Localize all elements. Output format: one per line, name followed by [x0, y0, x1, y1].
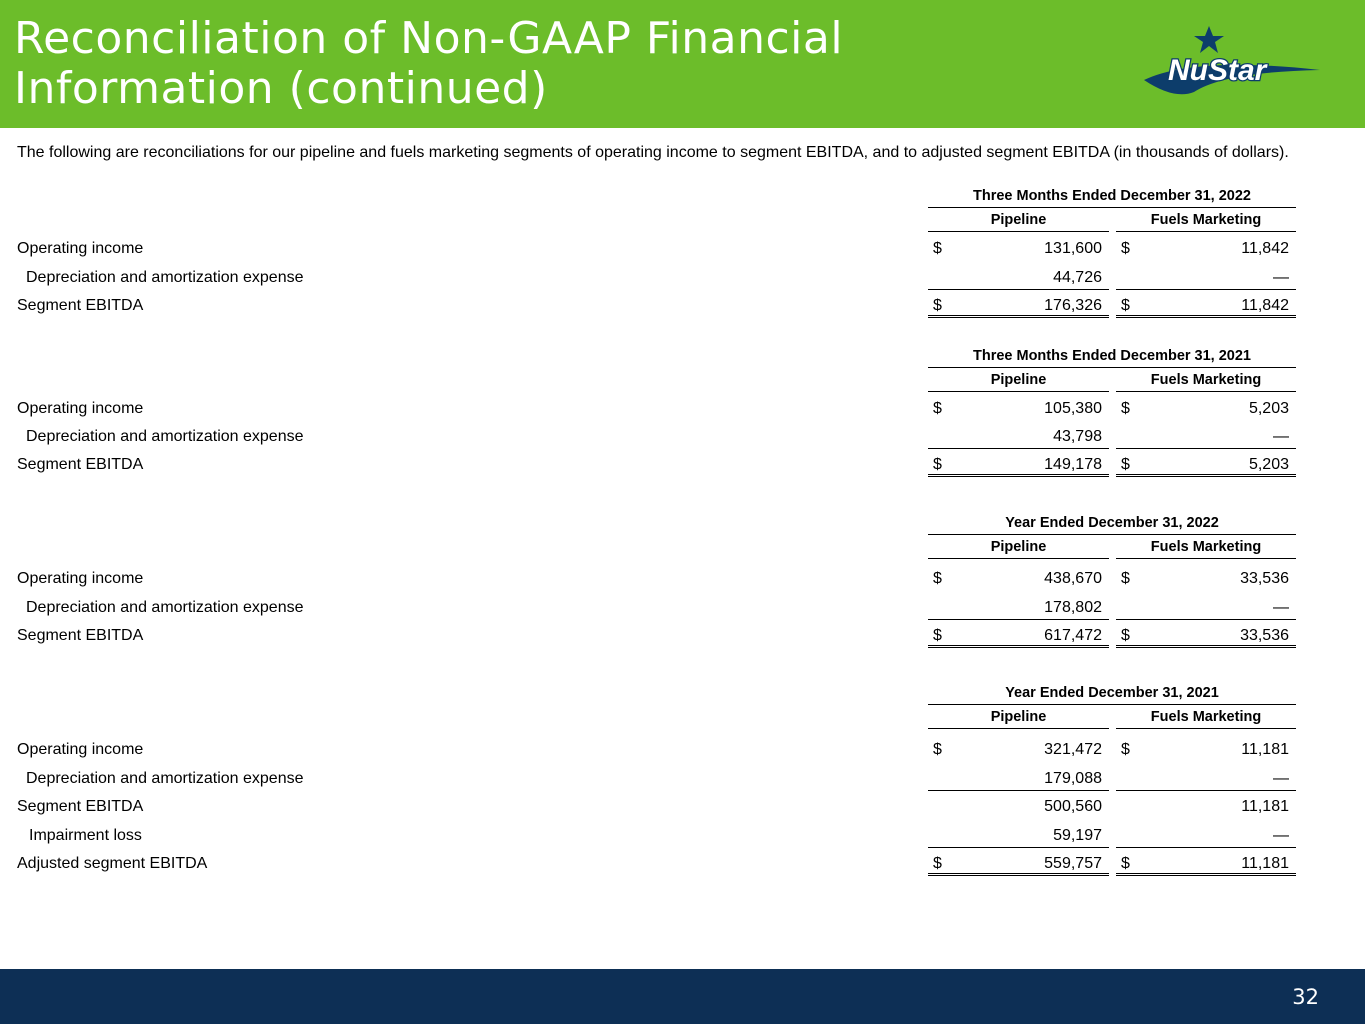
fuels-marketing-cell	[1116, 425, 1296, 449]
column-header-fuels-marketing: Fuels Marketing	[1116, 372, 1296, 392]
currency-symbol: $	[1121, 240, 1130, 257]
period-header: Three Months Ended December 31, 2022	[928, 188, 1296, 208]
cell-value: 33,536	[1240, 627, 1289, 644]
intro-text: The following are reconciliations for our pipeline and fuels marketing segments of operating income to segment EBITDA, and to adjusted segment EBITDA (in thousands of dollars).	[17, 144, 1289, 161]
row-label: Operating income	[17, 400, 144, 417]
column-header-pipeline: Pipeline	[928, 372, 1109, 392]
currency-symbol: $	[933, 400, 942, 417]
cell-value: 43,798	[1053, 428, 1102, 445]
currency-symbol: $	[1121, 627, 1130, 644]
cell-value: 105,380	[1044, 400, 1102, 417]
row-label: Depreciation and amortization expense	[26, 269, 304, 286]
currency-symbol: $	[1121, 456, 1130, 473]
cell-value: 176,326	[1044, 297, 1102, 314]
cell-value: —	[1273, 269, 1289, 286]
table-row	[0, 266, 1365, 290]
currency-symbol: $	[1121, 570, 1130, 587]
pipeline-cell	[928, 824, 1109, 848]
row-label: Operating income	[17, 570, 144, 587]
cell-value: 11,842	[1241, 240, 1289, 257]
title-line-1: Reconciliation of Non-GAAP Financial	[14, 13, 844, 64]
footer-bar	[0, 969, 1365, 1024]
fuels-marketing-cell	[1116, 567, 1296, 591]
pipeline-cell	[928, 795, 1109, 819]
fuels-marketing-cell	[1116, 795, 1296, 819]
pipeline-cell	[928, 767, 1109, 791]
pipeline-cell	[928, 266, 1109, 290]
cell-value: 59,197	[1053, 827, 1102, 844]
cell-value: —	[1273, 599, 1289, 616]
currency-symbol: $	[1121, 297, 1130, 314]
nustar-logo	[1134, 26, 1324, 100]
cell-value: 5,203	[1248, 456, 1289, 473]
pipeline-cell	[928, 852, 1109, 876]
table-row	[0, 824, 1365, 848]
currency-symbol: $	[933, 627, 942, 644]
row-label: Depreciation and amortization expense	[26, 599, 304, 616]
cell-value: —	[1273, 770, 1289, 787]
column-header-fuels-marketing: Fuels Marketing	[1116, 709, 1296, 729]
table-row	[0, 852, 1365, 876]
column-header-fuels-marketing: Fuels Marketing	[1116, 539, 1296, 559]
cell-value: 5,203	[1248, 400, 1289, 417]
star-icon	[1194, 26, 1224, 53]
row-label: Impairment loss	[29, 827, 142, 844]
row-label: Segment EBITDA	[17, 627, 144, 644]
pipeline-cell	[928, 425, 1109, 449]
cell-value: 11,181	[1241, 798, 1289, 815]
table-row	[0, 767, 1365, 791]
cell-value: 179,088	[1044, 770, 1102, 787]
cell-value: 559,757	[1044, 855, 1102, 872]
row-label: Operating income	[17, 240, 144, 257]
title-line-2: Information (continued)	[14, 63, 548, 114]
page-number: 32	[1292, 985, 1319, 1009]
table-row	[0, 795, 1365, 819]
period-header: Three Months Ended December 31, 2021	[928, 348, 1296, 368]
cell-value: 33,536	[1240, 570, 1289, 587]
fuels-marketing-cell	[1116, 453, 1296, 477]
column-header-pipeline: Pipeline	[928, 212, 1109, 232]
cell-value: 617,472	[1044, 627, 1102, 644]
fuels-marketing-cell	[1116, 237, 1296, 261]
fuels-marketing-cell	[1116, 738, 1296, 762]
cell-value: 11,181	[1241, 855, 1289, 872]
row-label: Depreciation and amortization expense	[26, 770, 304, 787]
cell-value: 44,726	[1053, 269, 1102, 286]
cell-value: 438,670	[1044, 570, 1102, 587]
currency-symbol: $	[933, 570, 942, 587]
column-header-pipeline: Pipeline	[928, 709, 1109, 729]
cell-value: 11,842	[1241, 297, 1289, 314]
table-row	[0, 624, 1365, 648]
currency-symbol: $	[933, 240, 942, 257]
currency-symbol: $	[1121, 741, 1130, 758]
cell-value: 321,472	[1044, 741, 1102, 758]
fuels-marketing-cell	[1116, 596, 1296, 620]
pipeline-cell	[928, 237, 1109, 261]
table-row	[0, 596, 1365, 620]
fuels-marketing-cell	[1116, 852, 1296, 876]
cell-value: 11,181	[1241, 741, 1289, 758]
row-label: Depreciation and amortization expense	[26, 428, 304, 445]
pipeline-cell	[928, 596, 1109, 620]
table-row	[0, 294, 1365, 318]
pipeline-cell	[928, 738, 1109, 762]
cell-value: 149,178	[1044, 456, 1102, 473]
cell-value: 131,600	[1044, 240, 1102, 257]
currency-symbol: $	[1121, 855, 1130, 872]
pipeline-cell	[928, 397, 1109, 421]
logo-text: NuStar	[1168, 54, 1267, 87]
pipeline-cell	[928, 624, 1109, 648]
fuels-marketing-cell	[1116, 294, 1296, 318]
cell-value: —	[1273, 428, 1289, 445]
row-label: Segment EBITDA	[17, 297, 144, 314]
row-label: Operating income	[17, 741, 144, 758]
table-row	[0, 397, 1365, 421]
cell-value: 500,560	[1044, 798, 1102, 815]
fuels-marketing-cell	[1116, 824, 1296, 848]
fuels-marketing-cell	[1116, 266, 1296, 290]
currency-symbol: $	[933, 456, 942, 473]
table-row	[0, 425, 1365, 449]
table-row	[0, 237, 1365, 261]
cell-value: 178,802	[1044, 599, 1102, 616]
currency-symbol: $	[933, 855, 942, 872]
currency-symbol: $	[933, 297, 942, 314]
table-row	[0, 738, 1365, 762]
pipeline-cell	[928, 453, 1109, 477]
table-row	[0, 567, 1365, 591]
header-bar	[0, 0, 1365, 128]
pipeline-cell	[928, 567, 1109, 591]
table-row	[0, 453, 1365, 477]
currency-symbol: $	[1121, 400, 1130, 417]
slide-title	[14, 14, 1014, 114]
period-header: Year Ended December 31, 2021	[928, 685, 1296, 705]
row-label: Segment EBITDA	[17, 798, 144, 815]
row-label: Segment EBITDA	[17, 456, 144, 473]
period-header: Year Ended December 31, 2022	[928, 515, 1296, 535]
currency-symbol: $	[933, 741, 942, 758]
column-header-fuels-marketing: Fuels Marketing	[1116, 212, 1296, 232]
fuels-marketing-cell	[1116, 624, 1296, 648]
fuels-marketing-cell	[1116, 397, 1296, 421]
column-header-pipeline: Pipeline	[928, 539, 1109, 559]
pipeline-cell	[928, 294, 1109, 318]
row-label: Adjusted segment EBITDA	[17, 855, 208, 872]
fuels-marketing-cell	[1116, 767, 1296, 791]
cell-value: —	[1273, 827, 1289, 844]
